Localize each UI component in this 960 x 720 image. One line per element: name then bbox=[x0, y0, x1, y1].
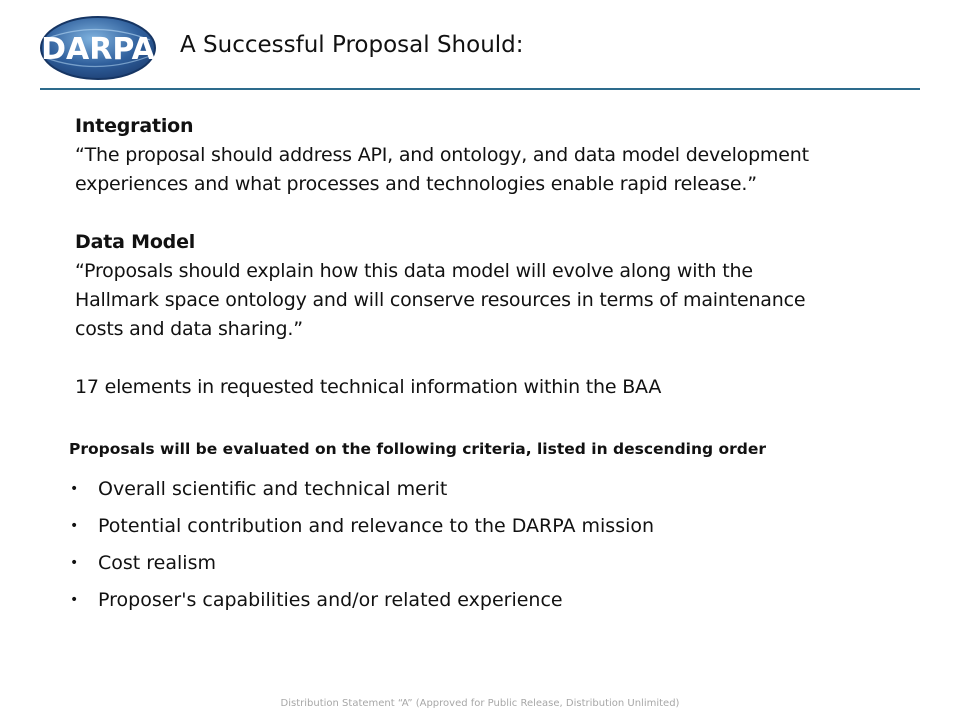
bullet-icon: • bbox=[70, 480, 79, 497]
darpa-logo bbox=[38, 14, 158, 82]
data-model-quote-line-3: costs and data sharing.” bbox=[75, 318, 303, 340]
list-item bbox=[70, 544, 654, 581]
data-model-section bbox=[75, 228, 935, 344]
logo-text: DARPA bbox=[41, 32, 155, 67]
data-model-heading: Data Model bbox=[75, 231, 196, 253]
integration-heading: Integration bbox=[75, 115, 194, 137]
header-divider bbox=[40, 88, 920, 90]
bullet-icon: • bbox=[70, 554, 79, 571]
integration-quote-line-2: experiences and what processes and technologies enable rapid release.” bbox=[75, 173, 757, 195]
bullet-icon: • bbox=[70, 591, 79, 608]
criterion-text: Overall scientific and technical merit bbox=[98, 477, 448, 500]
criterion-text: Cost realism bbox=[98, 551, 216, 574]
slide-title: A Successful Proposal Should: bbox=[180, 32, 524, 58]
list-item bbox=[70, 507, 654, 544]
requested-info-text: 17 elements in requested technical information within the BAA bbox=[75, 376, 662, 398]
list-item bbox=[70, 581, 654, 618]
list-item bbox=[70, 470, 654, 507]
criteria-list bbox=[70, 470, 654, 618]
criterion-text: Proposer's capabilities and/or related experience bbox=[98, 588, 563, 611]
proposal-content bbox=[75, 112, 935, 402]
distribution-statement: Distribution Statement “A” (Approved for Public Release, Distribution Unlimited) bbox=[280, 698, 680, 709]
integration-section bbox=[75, 112, 935, 199]
criteria-heading: Proposals will be evaluated on the following criteria, listed in descending order bbox=[69, 440, 767, 458]
integration-quote-line-1: “The proposal should address API, and ontology, and data model development bbox=[75, 144, 809, 166]
data-model-quote-line-1: “Proposals should explain how this data model will evolve along with the bbox=[75, 260, 753, 282]
bullet-icon: • bbox=[70, 517, 79, 534]
criterion-text: Potential contribution and relevance to the DARPA mission bbox=[98, 514, 655, 537]
data-model-quote-line-2: Hallmark space ontology and will conserve resources in terms of maintenance bbox=[75, 289, 806, 311]
